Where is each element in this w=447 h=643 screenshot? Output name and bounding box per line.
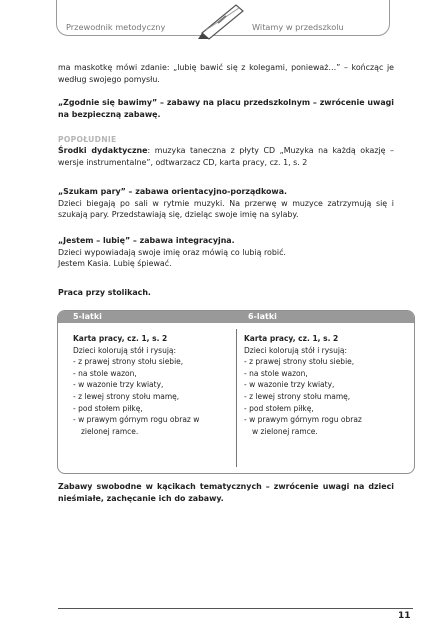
age-groups-box bbox=[57, 310, 415, 474]
task-item: - z prawej strony stołu siebie, bbox=[244, 357, 355, 367]
game-title: „Szukam pary” – zabawa orientacyjno-porządkowa. bbox=[58, 187, 288, 196]
teaching-aids-text: : muzyka taneczna z płyty CD „Muzyka na każdą okazję – wersje instrumentalne”, odtwarzacz CD, karta pracy, cz. 1, s. 2 bbox=[58, 146, 394, 167]
task-intro: Dzieci kolorują stół i rysują: bbox=[73, 345, 177, 355]
task-item: - w wazonie trzy kwiaty, bbox=[73, 380, 164, 390]
task-item: - w wazonie trzy kwiaty, bbox=[244, 380, 335, 390]
group-heading: 5-latki bbox=[73, 312, 102, 321]
running-header-left: Przewodnik metodyczny bbox=[66, 22, 166, 32]
age-groups-header-bar bbox=[58, 311, 414, 323]
task-item-continued: zielonej ramce. bbox=[81, 426, 139, 436]
closing-paragraph: Zabawy swobodne w kącikach tematycznych – zwrócenie uwagi na dzieci nieśmiałe, zachęcanie ich do zabawy. bbox=[58, 482, 394, 503]
group-heading: 6-latki bbox=[248, 312, 277, 321]
game-example: Jestem Kasia. Lubię śpiewać. bbox=[58, 259, 172, 268]
task-item: - na stole wazon, bbox=[244, 368, 308, 378]
work-card-ref: Karta pracy, cz. 1, s. 2 bbox=[73, 334, 168, 343]
group-column-6 bbox=[244, 333, 409, 437]
task-item: - na stole wazon, bbox=[73, 368, 137, 378]
task-item: - w prawym górnym rogu obraz bbox=[244, 415, 362, 425]
intro-paragraph: ma maskotkę mówi zdanie: „lubię bawić się z kolegami, ponieważ…” – kończąc je według swojego pomysłu. bbox=[58, 63, 394, 84]
pen-icon bbox=[196, 0, 248, 40]
task-intro: Dzieci kolorują stół i rysują: bbox=[244, 345, 348, 355]
task-item: - pod stołem piłkę, bbox=[244, 403, 314, 413]
page-number: 11 bbox=[398, 611, 411, 621]
game-jestem-lubie bbox=[58, 235, 394, 270]
section-heading: POPOŁUDNIE bbox=[58, 135, 117, 144]
task-item-continued: w zielonej ramce. bbox=[252, 426, 318, 436]
game-title: „Jestem – lubię” – zabawa integracyjna. bbox=[58, 236, 235, 245]
game-description: Dzieci biegają po sali w rytmie muzyki. Na przerwę w muzyce zatrzymują się i szukają pary. Przedstawiają się, dzieląc swoje imię na sylaby. bbox=[58, 198, 394, 219]
group-column-5 bbox=[73, 333, 238, 437]
outdoor-play-paragraph: „Zgodnie się bawimy” – zabawy na placu przedszkolnym – zwrócenie uwagi na bezpieczną zabawę. bbox=[58, 98, 394, 119]
task-item: - z lewej strony stołu mamę, bbox=[244, 391, 351, 401]
game-description: Dzieci wypowiadają swoje imię oraz mówią co lubią robić. bbox=[58, 247, 286, 257]
footer-rule bbox=[58, 608, 413, 609]
task-item: - z lewej strony stołu mamę, bbox=[73, 391, 180, 401]
task-item: - pod stołem piłkę, bbox=[73, 403, 143, 413]
task-item: - w prawym górnym rogu obraz w bbox=[73, 415, 200, 425]
tables-work-label: Praca przy stolikach. bbox=[58, 288, 151, 297]
task-item: - z prawej strony stołu siebie, bbox=[73, 357, 184, 367]
work-card-ref: Karta pracy, cz. 1, s. 2 bbox=[244, 334, 339, 343]
running-header-right: Witamy w przedszkolu bbox=[252, 22, 344, 32]
teaching-aids-label: Środki dydaktyczne bbox=[58, 146, 148, 155]
teaching-aids bbox=[58, 145, 394, 168]
game-szukam-pary bbox=[58, 186, 394, 221]
